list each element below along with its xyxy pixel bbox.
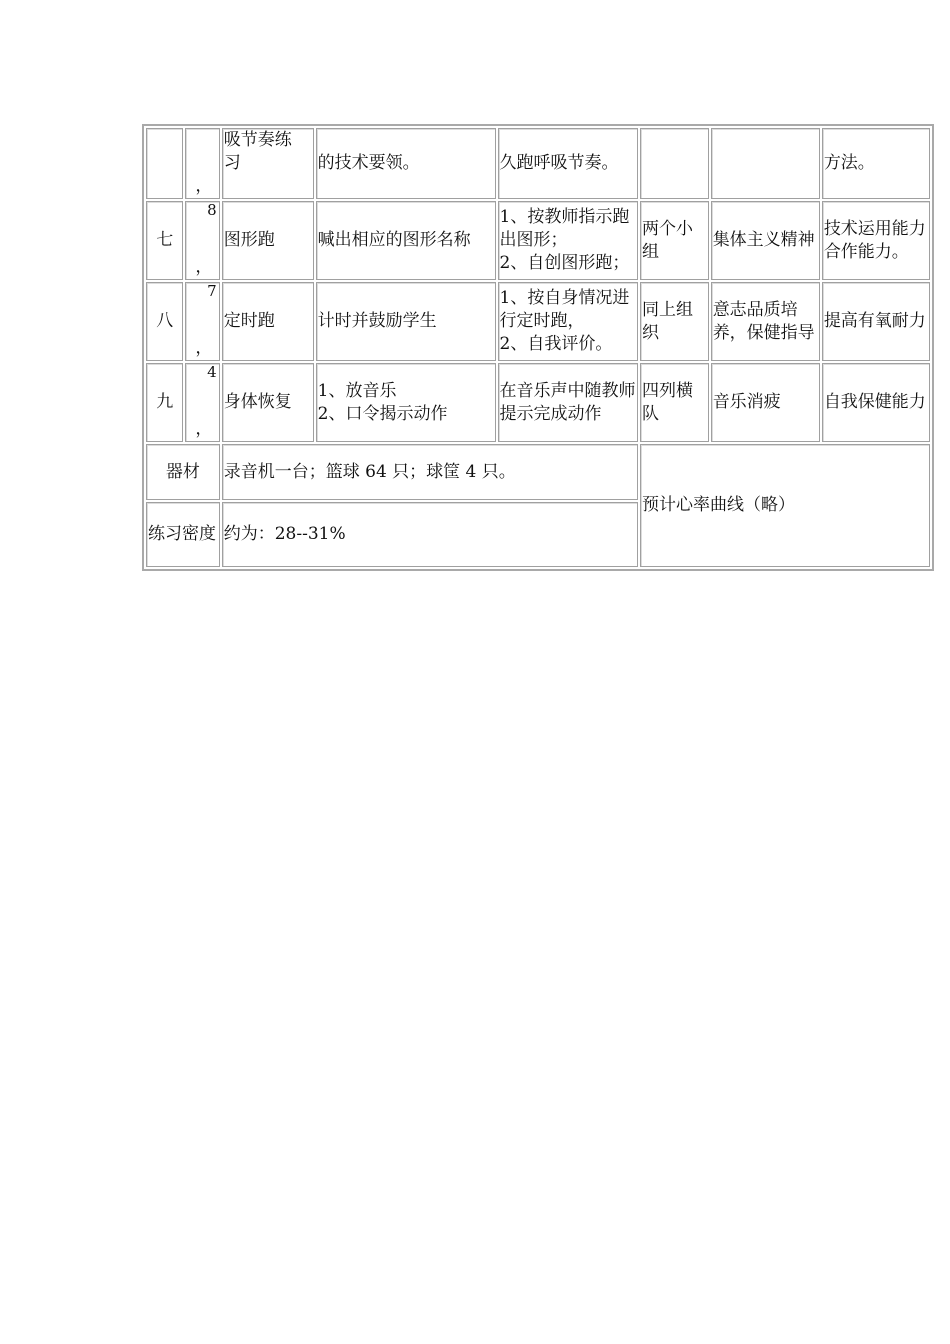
equipment-value: 录音机一台；篮球 64 只；球筐 4 只。 <box>222 444 638 500</box>
row-number: 八 <box>146 282 183 361</box>
student-activity: 在音乐声中随教师提示完成动作 <box>498 363 638 442</box>
table-row <box>146 201 930 280</box>
student-activity: 1、按教师指示跑出图形； 2、自创图形跑； <box>498 201 638 280</box>
organization: 两个小组 <box>640 201 709 280</box>
table-row <box>146 282 930 361</box>
organization: 四列横队 <box>640 363 709 442</box>
duration-mark: ， <box>195 176 213 196</box>
education-point: 集体主义精神 <box>711 201 820 280</box>
education-point: 意志品质培养，保健指导 <box>711 282 820 361</box>
duration-value: 8 <box>207 201 217 219</box>
lesson-plan-table <box>142 124 934 571</box>
table-row <box>146 363 930 442</box>
table-row <box>146 444 930 500</box>
row-number: 七 <box>146 201 183 280</box>
education-point <box>711 128 820 199</box>
equipment-label: 器材 <box>146 444 220 500</box>
duration-mark: ， <box>195 419 213 439</box>
goal: 自我保健能力 <box>822 363 930 442</box>
duration-cell <box>185 282 219 361</box>
teacher-activity: 喊出相应的图形名称 <box>316 201 496 280</box>
student-activity: 久跑呼吸节奏。 <box>498 128 638 199</box>
duration-value: 4 <box>207 363 217 381</box>
education-point: 音乐消疲 <box>711 363 820 442</box>
duration-mark: ， <box>195 257 213 277</box>
duration-value: 7 <box>207 282 217 300</box>
duration-cell <box>185 363 219 442</box>
density-label: 练习密度 <box>146 502 220 567</box>
teacher-activity: 1、放音乐 2、口令揭示动作 <box>316 363 496 442</box>
student-activity: 1、按自身情况进行定时跑， 2、自我评价。 <box>498 282 638 361</box>
content-item: 身体恢复 <box>222 363 314 442</box>
goal: 技术运用能力 合作能力。 <box>822 201 930 280</box>
duration-mark: ， <box>195 338 213 358</box>
row-number <box>146 128 183 199</box>
row-number: 九 <box>146 363 183 442</box>
heart-rate-curve: 预计心率曲线（略） <box>640 444 930 567</box>
content-item: 吸节奏练 习 <box>222 128 314 199</box>
table-row <box>146 128 930 199</box>
content-item: 定时跑 <box>222 282 314 361</box>
goal: 提高有氧耐力 <box>822 282 930 361</box>
density-value: 约为：28--31% <box>222 502 638 567</box>
teacher-activity: 计时并鼓励学生 <box>316 282 496 361</box>
lesson-plan-document <box>142 124 934 571</box>
duration-cell <box>185 201 219 280</box>
duration-cell <box>185 128 219 199</box>
organization: 同上组织 <box>640 282 709 361</box>
content-item: 图形跑 <box>222 201 314 280</box>
goal: 方法。 <box>822 128 930 199</box>
teacher-activity: 的技术要领。 <box>316 128 496 199</box>
organization <box>640 128 709 199</box>
